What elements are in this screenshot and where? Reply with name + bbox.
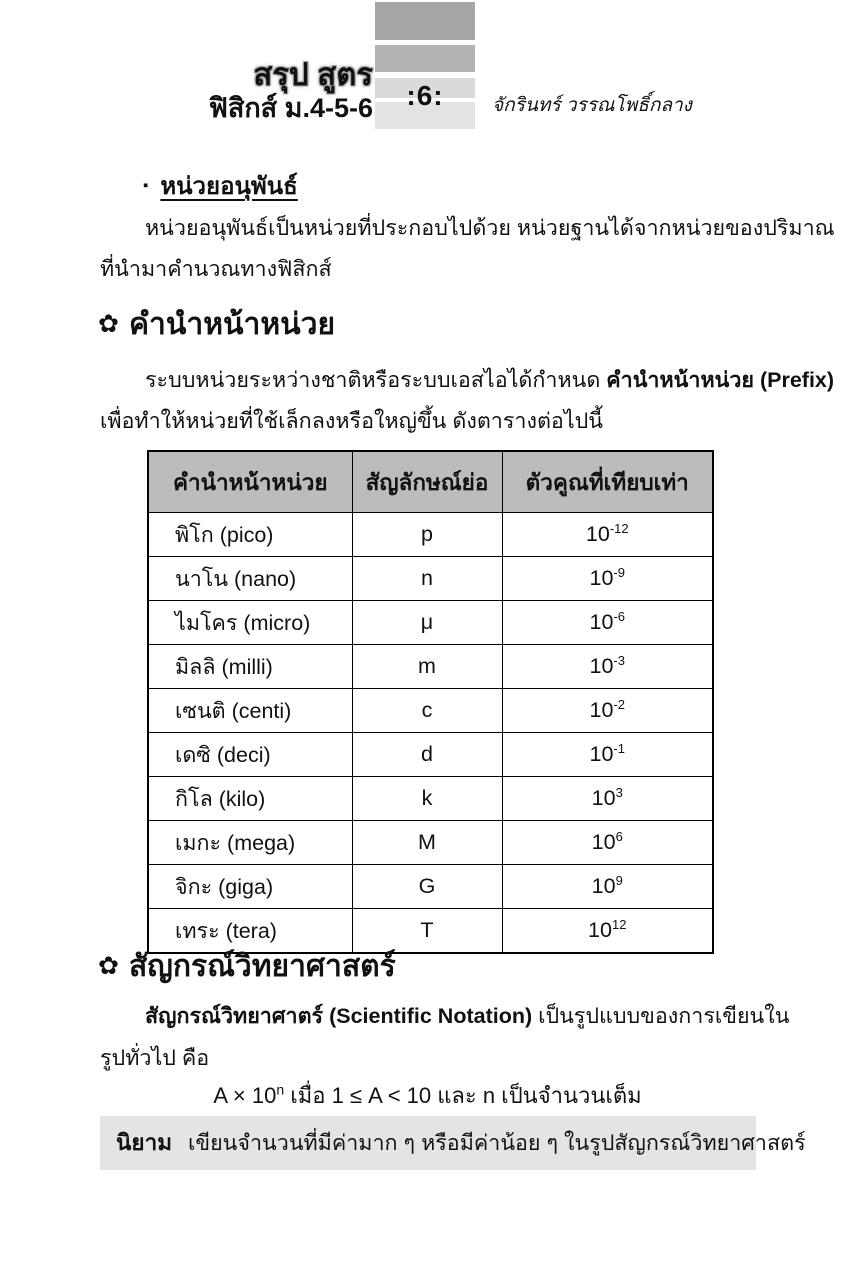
table-row: [148, 601, 713, 645]
prefix-multiplier-cell: [502, 777, 713, 821]
flower-icon: ✿: [98, 310, 119, 338]
prefix-symbol-cell: n: [352, 557, 502, 601]
prefix-name-cell: มิลลิ (milli): [148, 645, 352, 689]
multiplier-exponent: -12: [609, 520, 629, 536]
section-heading-prefix: [98, 301, 335, 348]
book-logo-subtitle: ฟิสิกส์ ม.4-5-6: [208, 92, 373, 123]
prefix-symbol-cell: T: [352, 909, 502, 954]
prefix-multiplier-cell: [502, 733, 713, 777]
paragraph-line: หน่วยอนุพันธ์เป็นหน่วยที่ประกอบไปด้วย หน่วยฐานได้จากหน่วยของปริมาณ: [145, 216, 835, 240]
prefix-symbol-cell: M: [352, 821, 502, 865]
prefix-symbol-cell: c: [352, 689, 502, 733]
section-title: สัญกรณ์วิทยาศาสตร์: [128, 950, 396, 983]
multiplier-exponent: 3: [615, 784, 623, 800]
section-title: หน่วยอนุพันธ์: [160, 173, 298, 200]
prefix-multiplier-cell: [502, 821, 713, 865]
prefix-multiplier-cell: [502, 689, 713, 733]
paragraph-text: ระบบหน่วยระหว่างชาติหรือระบบเอสไอได้กำหนด: [145, 368, 607, 392]
multiplier-base: 10: [585, 522, 610, 546]
multiplier-exponent: -2: [613, 696, 625, 712]
header-gray-bar-1: [375, 2, 475, 40]
prefix-name-cell: เทระ (tera): [148, 909, 352, 954]
multiplier-exponent: -9: [613, 564, 625, 580]
multiplier-exponent: -6: [613, 608, 625, 624]
column-header-multiplier: ตัวคูณที่เทียบเท่า: [502, 451, 713, 513]
definition-label: นิยาม: [116, 1130, 173, 1155]
prefix-multiplier-cell: [502, 557, 713, 601]
paragraph-line: รูปทั่วไป คือ: [100, 1046, 210, 1070]
multiplier-base: 10: [591, 786, 616, 810]
prefix-symbol-cell: p: [352, 513, 502, 557]
paragraph-line: [145, 363, 834, 397]
page-number: :6:: [406, 80, 444, 111]
prefix-name-cell: นาโน (nano): [148, 557, 352, 601]
section-title: คำนำหน้าหน่วย: [128, 308, 336, 341]
table-row: [148, 821, 713, 865]
author-name: จักรินทร์ วรรณโพธิ์กลาง: [492, 95, 692, 116]
paragraph-line: ที่นำมาคำนวณทางฟิสิกส์: [100, 257, 332, 281]
prefix-name-cell: ไมโคร (micro): [148, 601, 352, 645]
definition-text: เขียนจำนวนที่มีค่ามาก ๆ หรือมีค่าน้อย ๆ ในรูปสัญกรณ์วิทยาศาสตร์: [188, 1131, 806, 1155]
paragraph-line: [145, 999, 789, 1033]
formula-condition: เมื่อ 1 ≤ A < 10 และ n เป็นจำนวนเต็ม: [284, 1083, 642, 1108]
multiplier-base: 10: [589, 566, 614, 590]
prefix-name-cell: พิโก (pico): [148, 513, 352, 557]
prefix-name-cell: จิกะ (giga): [148, 865, 352, 909]
definition-box: [100, 1116, 806, 1170]
square-bullet-icon: ▪: [143, 177, 149, 194]
paragraph-bold-text: สัญกรณ์วิทยาศาตร์ (Scientific Notation): [145, 1004, 533, 1028]
column-header-symbol: สัญลักษณ์ย่อ: [352, 451, 502, 513]
prefix-multiplier-cell: [502, 645, 713, 689]
prefix-symbol-cell: μ: [352, 601, 502, 645]
table-row: [148, 513, 713, 557]
formula-base: A × 10: [213, 1083, 277, 1108]
scientific-notation-formula: [100, 1078, 755, 1113]
prefix-table: [147, 450, 714, 954]
multiplier-exponent: 6: [615, 828, 623, 844]
prefix-symbol-cell: d: [352, 733, 502, 777]
table-row: [148, 557, 713, 601]
book-logo: [209, 58, 373, 123]
multiplier-exponent: 12: [611, 916, 627, 932]
prefix-multiplier-cell: [502, 865, 713, 909]
paragraph-bold-text: คำนำหน้าหน่วย (Prefix): [606, 368, 835, 392]
prefix-symbol-cell: m: [352, 645, 502, 689]
prefix-symbol-cell: G: [352, 865, 502, 909]
prefix-name-cell: กิโล (kilo): [148, 777, 352, 821]
prefix-multiplier-cell: [502, 601, 713, 645]
formula-exponent: n: [276, 1081, 285, 1098]
section-heading-derived-units: [143, 166, 298, 205]
prefix-name-cell: เดซิ (deci): [148, 733, 352, 777]
multiplier-exponent: -3: [613, 652, 625, 668]
multiplier-base: 10: [589, 654, 614, 678]
multiplier-base: 10: [591, 874, 616, 898]
multiplier-base: 10: [589, 610, 614, 634]
multiplier-exponent: 9: [615, 872, 623, 888]
multiplier-exponent: -1: [613, 740, 625, 756]
flower-icon: ✿: [98, 952, 119, 980]
multiplier-base: 10: [591, 830, 616, 854]
table-row: [148, 689, 713, 733]
table-row: [148, 733, 713, 777]
table-row: [148, 865, 713, 909]
multiplier-base: 10: [588, 918, 612, 942]
paragraph-line: เพื่อทำให้หน่วยที่ใช้เล็กลงหรือใหญ่ขึ้น ดังตารางต่อไปนี้: [100, 409, 604, 433]
prefix-multiplier-cell: [502, 513, 713, 557]
table-row: [148, 645, 713, 689]
multiplier-base: 10: [589, 698, 614, 722]
prefix-multiplier-cell: [502, 909, 713, 954]
header-gray-bar-2: [375, 45, 475, 72]
prefix-name-cell: เซนติ (centi): [148, 689, 352, 733]
prefix-symbol-cell: k: [352, 777, 502, 821]
column-header-prefix: คำนำหน้าหน่วย: [148, 451, 352, 513]
section-heading-scientific-notation: [98, 943, 396, 990]
book-logo-title: สรุป สูตร: [253, 57, 373, 92]
prefix-name-cell: เมกะ (mega): [148, 821, 352, 865]
table-row: [148, 777, 713, 821]
table-header-row: [148, 451, 713, 513]
multiplier-base: 10: [589, 742, 614, 766]
paragraph-text: เป็นรูปแบบของการเขียนใน: [532, 1004, 790, 1028]
